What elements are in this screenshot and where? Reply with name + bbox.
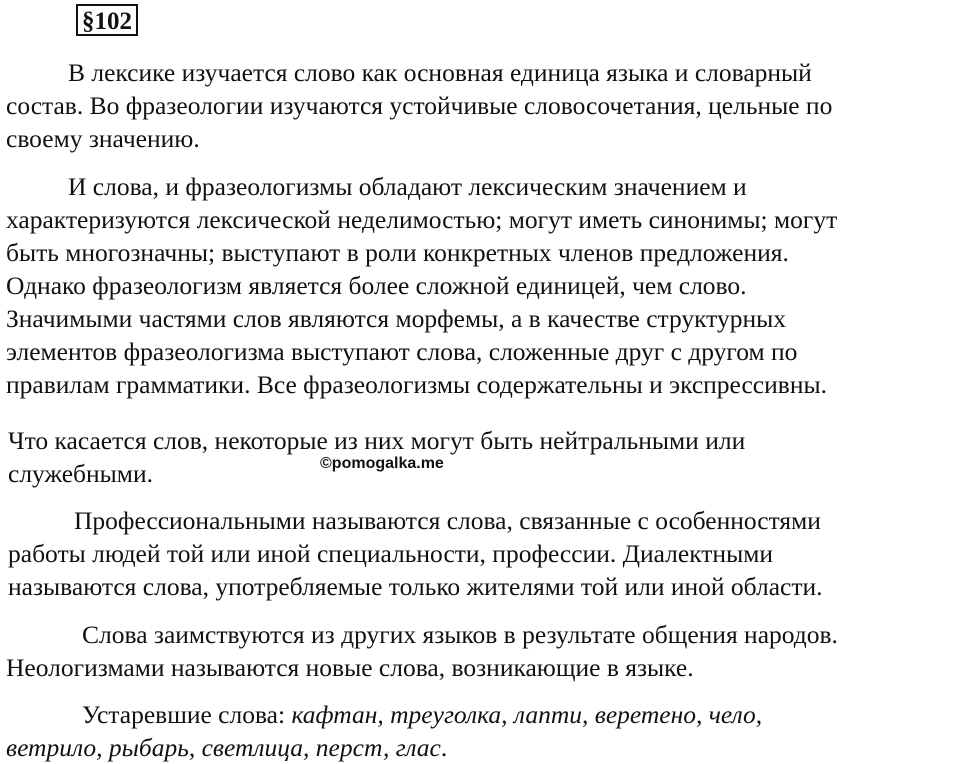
- paragraph-line: своему значению.: [6, 124, 200, 153]
- section-number: §102: [82, 8, 132, 35]
- paragraph-6: [6, 698, 762, 764]
- archaic-words-intro: Устаревшие слова:: [82, 700, 292, 729]
- paragraph-line: Неологизмами называются новые слова, возникающие в языке.: [6, 653, 694, 682]
- archaic-words-list: ветрило, рыбарь, светлица, перст, глас: [6, 733, 441, 762]
- paragraph-line: правилам грамматики. Все фразеологизмы содержательны и экспрессивны.: [6, 370, 827, 399]
- paragraph-line: работы людей той или иной специальности, профессии. Диалектными: [8, 539, 773, 568]
- paragraph-2: [6, 170, 837, 401]
- paragraph-5: [6, 618, 838, 684]
- paragraph-line: Значимыми частями слов являются морфемы, а в качестве структурных: [6, 304, 787, 333]
- paragraph-line: быть многозначны; выступают в роли конкретных членов предложения.: [6, 238, 789, 267]
- paragraph-line: Профессиональными называются слова, связанные с особенностями: [74, 506, 821, 535]
- paragraph-line: элементов фразеологизма выступают слова, сложенные друг с другом по: [6, 337, 798, 366]
- paragraph-1: [6, 56, 832, 155]
- paragraph-line: Однако фразеологизм является более сложной единицей, чем слово.: [6, 271, 747, 300]
- paragraph-line: [6, 731, 762, 764]
- paragraph-line: состав. Во фразеологии изучаются устойчивые словосочетания, цельные по: [6, 91, 833, 120]
- paragraph-line: [6, 698, 762, 731]
- paragraph-4: [8, 504, 823, 603]
- archaic-words-list: кафтан, треуголка, лапти, веретено, чело,: [291, 700, 763, 729]
- paragraph-line: Что касается слов, некоторые из них могут быть нейтральными или: [8, 426, 746, 455]
- watermark: ©pomogalka.me: [320, 455, 444, 472]
- paragraph-line: служебными.: [8, 459, 153, 488]
- sentence-end: .: [440, 733, 448, 762]
- paragraph-line: И слова, и фразеологизмы обладают лексическим значением и: [68, 172, 747, 201]
- paragraph-line: характеризуются лексической неделимостью; могут иметь синонимы; могут: [6, 205, 838, 234]
- paragraph-line: В лексике изучается слово как основная единица языка и словарный: [68, 58, 812, 87]
- paragraph-line: Слова заимствуются из других языков в результате общения народов.: [82, 620, 838, 649]
- section-number-box: [76, 4, 138, 36]
- paragraph-line: называются слова, употребляемые только жителями той или иной области.: [8, 572, 823, 601]
